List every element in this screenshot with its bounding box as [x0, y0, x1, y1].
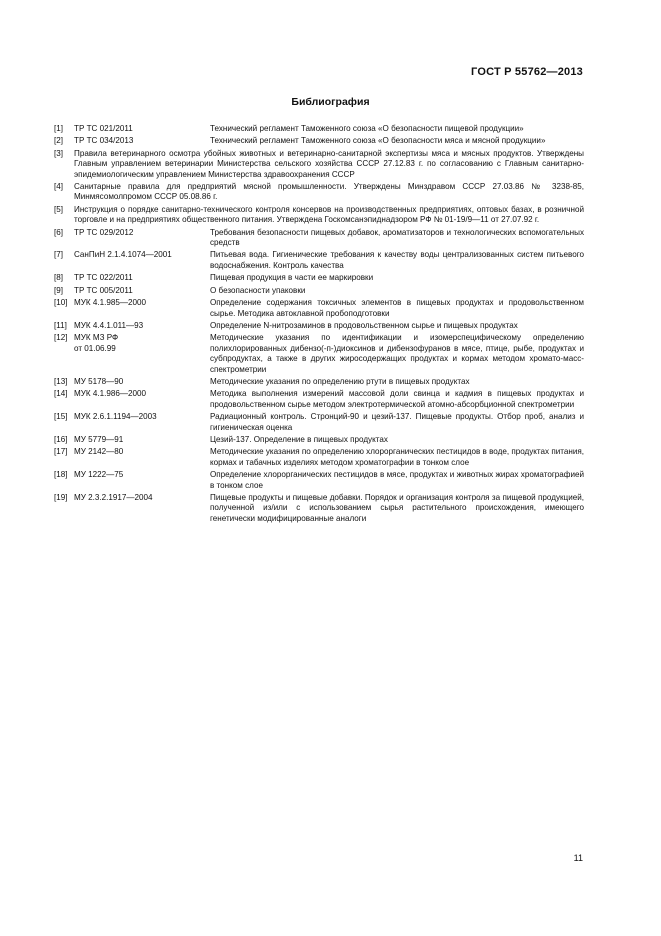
entry-document-code: МУК 2.6.1.1194—2003	[74, 412, 157, 422]
bibliography-entry	[54, 124, 584, 134]
entry-title: Питьевая вода. Гигиенические требования к качеству воды централизованных систем питьевого водоснабжения. Контроль качества	[210, 250, 584, 270]
bibliography-entry	[54, 333, 584, 375]
entry-title: Методические указания по определению хлорорганических пестицидов в воде, продуктах питания, кормах и табачных изделиях методом хроматографии в тонком слое	[210, 447, 584, 467]
standard-code: ГОСТ Р 55762—2013	[471, 66, 583, 78]
page-number: 11	[573, 853, 583, 863]
entry-title: Определение содержания токсичных элементов в пищевых продуктах и продовольственном сырье. Методика автоклавной пробоподготовки	[210, 298, 584, 318]
entry-document-code: МУ 2.3.2.1917—2004	[74, 493, 153, 502]
bibliography-entry	[54, 182, 584, 203]
bibliography-entry	[54, 377, 584, 387]
entry-number: [10]	[54, 298, 68, 308]
entry-title: Определение N-нитрозаминов в продовольственном сырье и пищевых продуктах	[210, 320, 518, 330]
bibliography-entry	[54, 493, 584, 524]
entry-number: [3]	[54, 148, 63, 158]
entry-title: Технический регламент Таможенного союза «О безопасности мяса и мясной продукции»	[210, 136, 546, 146]
entry-number: [8]	[54, 273, 63, 283]
entry-title: Цезий-137. Определение в пищевых продуктах	[210, 434, 388, 444]
bibliography-entry	[54, 389, 584, 410]
bibliography-entry	[54, 149, 584, 180]
bibliography-entry	[54, 435, 584, 445]
entry-title: Санитарные правила для предприятий мясной промышленности. Утверждены Минздравом СССР 27.03.86 № 3238-85, Минмясомолпромом СССР 05.08.86 г.	[74, 182, 584, 202]
bibliography-entry	[54, 412, 584, 433]
entry-title: Радиационный контроль. Стронций-90 и цезий-137. Пищевые продукты. Отбор проб, анализ и гигиеническая оценка	[210, 412, 584, 432]
entry-document-code: ТР ТС 034/2013	[74, 136, 134, 146]
bibliography-entry	[54, 205, 584, 226]
entry-number: [4]	[54, 182, 63, 192]
entry-title: Инструкция о порядке санитарно-технического контроля консервов на производственных предприятиях, оптовых базах, в розничной торговле и на предприятиях общественного питания. Утверждена Госкомсанэпиднадзором РФ № 01-19/9—11 от 27.07.92 г.	[74, 204, 584, 225]
bibliography-entry	[54, 250, 584, 271]
bibliography-entry	[54, 228, 584, 249]
entry-number: [9]	[54, 285, 63, 295]
entry-document-code: ТР ТС 005/2011	[74, 285, 133, 295]
entry-title: Пищевые продукты и пищевые добавки. Порядок и организация контроля за пищевой продукцией, полученной из/или с использованием сырья растительного происхождения, имеющего генетически модифицированные аналоги	[210, 493, 584, 523]
entry-number: [11]	[54, 320, 67, 330]
entry-number: [2]	[54, 136, 63, 146]
entry-number: [17]	[54, 447, 68, 457]
entry-title: Методические указания по идентификации и изомерспецифическому определению полихлорированных дибензо(-п-)диоксинов и дибензофуранов в мясе, птице, рыбе, продуктах и субпродуктах, а также в других жиросодержащих продуктах и кормах методом хромато-масс-спектрометрии	[210, 333, 584, 374]
bibliography-entry	[54, 298, 584, 319]
entry-title: Методика выполнения измерений массовой доли свинца и кадмия в пищевых продуктах и продовольственном сырье методом электротермической атомно-абсорбционной спектрометрии	[210, 389, 584, 409]
bibliography-entry	[54, 470, 584, 491]
entry-title: Требования безопасности пищевых добавок, ароматизаторов и технологических вспомогательных средств	[210, 227, 584, 248]
entry-number: [12]	[54, 333, 68, 343]
bibliography-entry	[54, 447, 584, 468]
entry-title: Методические указания по определению ртути в пищевых продуктах	[210, 376, 470, 386]
entry-document-code: СанПиН 2.1.4.1074—2001	[74, 250, 172, 260]
entry-document-code: ТР ТС 022/2011	[74, 273, 133, 283]
entry-document-code: МУ 5779—91	[74, 434, 124, 444]
bibliography-list	[54, 124, 584, 526]
bibliography-entry	[54, 321, 584, 331]
entry-document-code: МУК 4.1.985—2000	[74, 298, 146, 308]
entry-number: [1]	[54, 124, 63, 133]
entry-number: [7]	[54, 250, 63, 260]
entry-document-code: МУК МЗ РФ от 01.06.99	[74, 333, 119, 353]
entry-title: Определение хлорорганических пестицидов в мясе, продуктах и животных жирах хроматографией в тонком слое	[210, 470, 584, 490]
entry-document-code: МУ 1222—75	[74, 470, 124, 480]
entry-number: [14]	[54, 389, 68, 399]
entry-title: О безопасности упаковки	[210, 285, 306, 295]
entry-document-code: МУК 4.1.986—2000	[74, 389, 146, 399]
page-title: Библиография	[291, 96, 370, 108]
entry-title: Технический регламент Таможенного союза «О безопасности пищевой продукции»	[210, 124, 524, 133]
entry-document-code: МУК 4.4.1.011—93	[74, 320, 144, 330]
entry-document-code: ТР ТС 021/2011	[74, 124, 133, 133]
entry-number: [5]	[54, 204, 63, 214]
entry-title: Правила ветеринарного осмотра убойных животных и ветеринарно-санитарной экспертизы мяса и мясных продуктов. Утверждены Главным управлением ветеринарии Министерства сельского хозяйства СССР 27.12.83 г. по согласованию с Главным санитарно-эпидемиологическим управлением Министерства здравоохранения СССР	[74, 148, 584, 179]
entry-number: [16]	[54, 434, 68, 444]
entry-document-code: МУ 2142—80	[74, 447, 124, 457]
entry-number: [6]	[54, 227, 63, 237]
entry-title: Пищевая продукция в части ее маркировки	[210, 273, 374, 283]
entry-document-code: ТР ТС 029/2012	[74, 227, 134, 237]
bibliography-entry	[54, 286, 584, 296]
entry-number: [13]	[54, 376, 68, 386]
bibliography-entry	[54, 273, 584, 283]
bibliography-entry	[54, 136, 584, 146]
entry-number: [19]	[54, 493, 68, 502]
entry-number: [18]	[54, 470, 68, 480]
entry-document-code: МУ 5178—90	[74, 376, 124, 386]
entry-number: [15]	[54, 412, 68, 422]
